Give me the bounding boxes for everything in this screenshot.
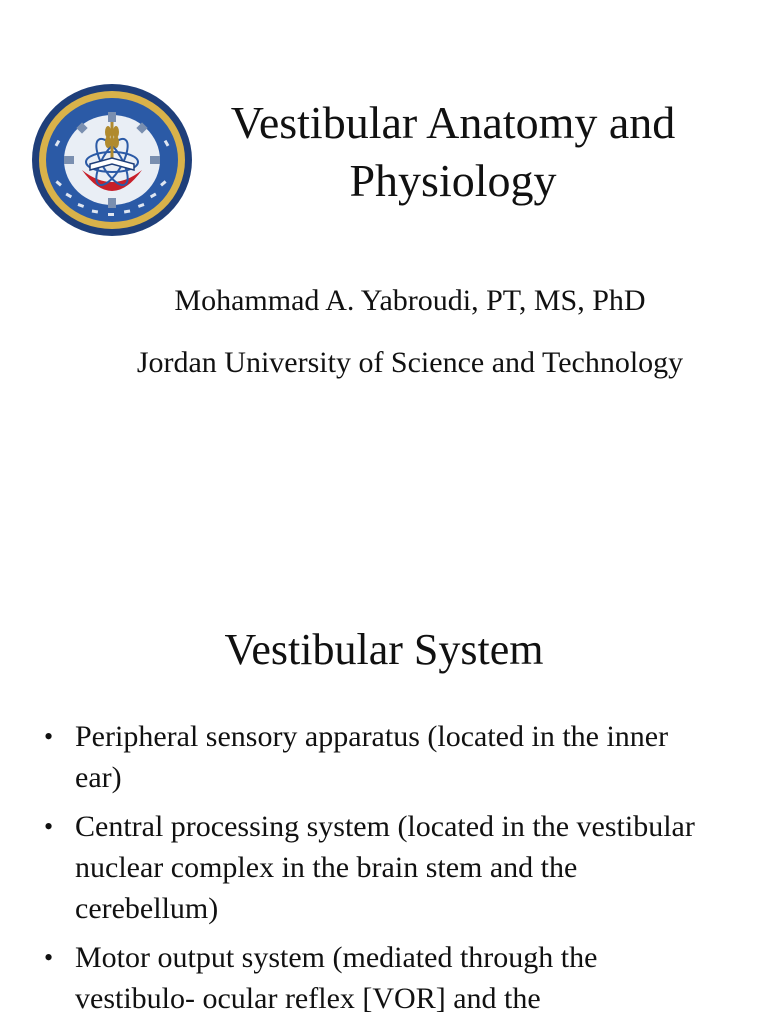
bullet-text: Central processing system (located in the vestibular nuclear complex in the brain stem and the cerebellum): [75, 810, 695, 925]
bullet-text: Peripheral sensory apparatus (located in the inner ear): [75, 720, 669, 794]
author-affiliation: Jordan University of Science and Technology: [136, 346, 684, 379]
bullet-icon: •: [44, 722, 54, 751]
list-item: [40, 806, 700, 929]
list-item: [40, 716, 700, 798]
university-logo: [30, 82, 194, 238]
slide-heading: Vestibular System: [224, 625, 544, 674]
bullet-list: [40, 716, 700, 1027]
content-slide: [0, 560, 768, 1024]
bullet-icon: •: [44, 943, 54, 972]
presentation-title: Vestibular Anatomy and Physiology: [230, 97, 676, 206]
list-item: [40, 937, 700, 1019]
seal-icon: [30, 82, 194, 238]
bullet-icon: •: [44, 812, 54, 841]
bullet-text: Motor output system (mediated through the vestibulo- ocular reflex [VOR] and the: [75, 941, 598, 1015]
author-name: Mohammad A. Yabroudi, PT, MS, PhD: [174, 284, 646, 317]
